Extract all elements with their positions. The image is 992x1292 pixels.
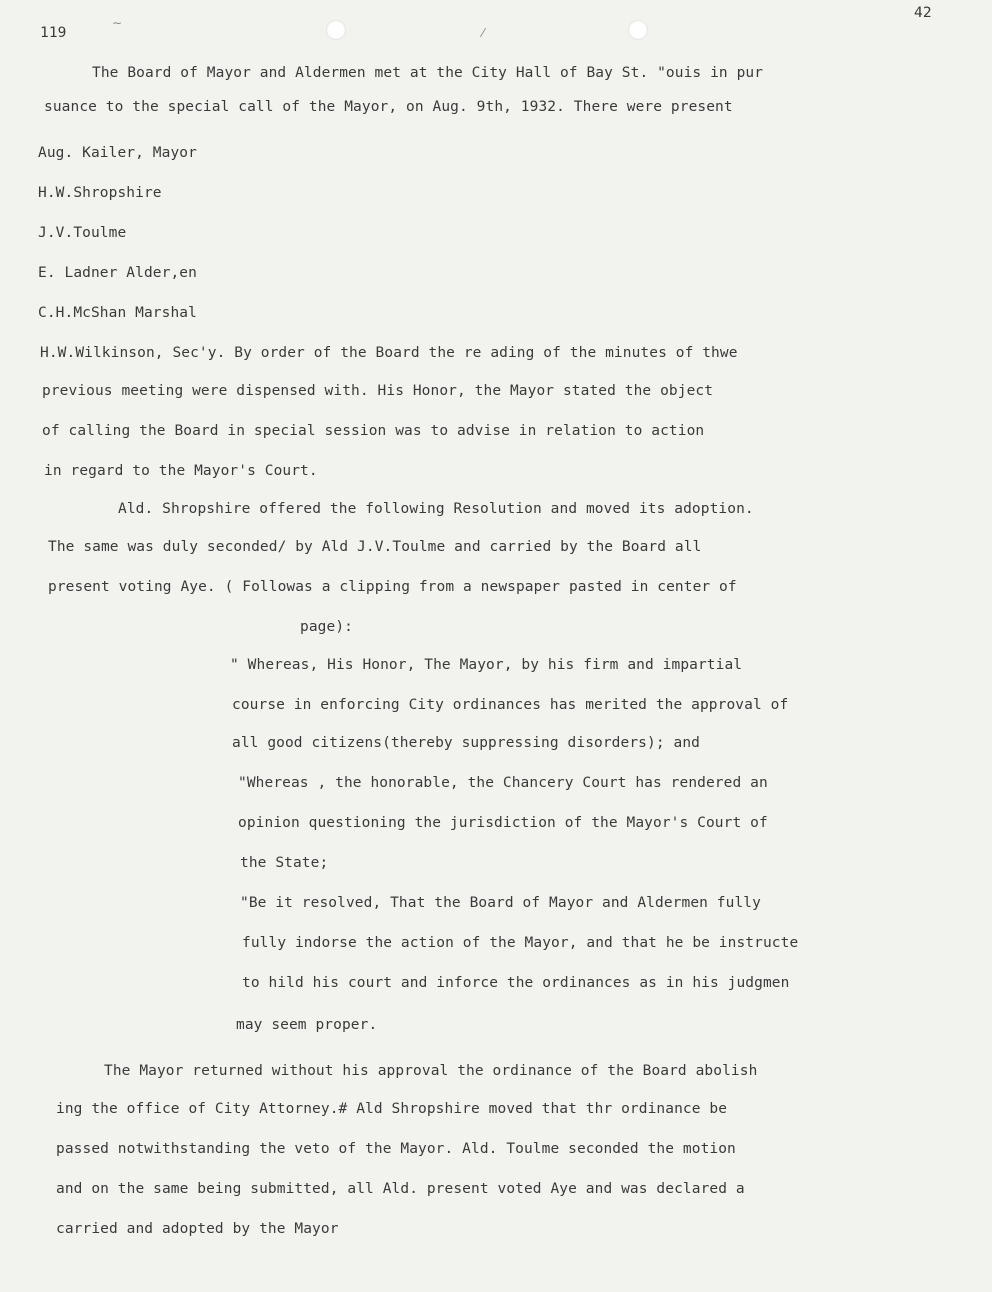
text-line: The Board of Mayor and Aldermen met at the City Hall of Bay St. "ouis in pur [92,65,764,81]
text-line: The same was duly seconded/ by Ald J.V.Toulme and carried by the Board all [48,539,702,555]
text-line: in regard to the Mayor's Court. [44,463,318,479]
text-line: C.H.McShan Marshal [38,305,197,321]
text-line: course in enforcing City ordinances has merited the approval of [232,697,789,713]
text-line: "Be it resolved, That the Board of Mayor and Aldermen fully [240,895,761,911]
stray-mark: ∼ [112,16,123,30]
text-line: carried and adopted by the Mayor [56,1221,339,1237]
punch-hole-right [628,20,648,40]
text-line: H.W.Shropshire [38,185,162,201]
text-line: " Whereas, His Honor, The Mayor, by his firm and impartial [230,657,743,673]
text-line: and on the same being submitted, all Ald. present voted Aye and was declared a [56,1181,745,1197]
text-line: previous meeting were dispensed with. His Honor, the Mayor stated the object [42,383,714,399]
text-line: "Whereas , the honorable, the Chancery Court has rendered an [238,775,768,791]
text-line: ing the office of City Attorney.# Ald Shropshire moved that thr ordinance be [56,1101,728,1117]
text-line: fully indorse the action of the Mayor, and that he be instructe [242,935,799,951]
text-line: H.W.Wilkinson, Sec'y. By order of the Board the re ading of the minutes of thwe [40,345,738,361]
text-line: Aug. Kailer, Mayor [38,145,197,161]
punch-hole-left [326,20,346,40]
text-line: J.V.Toulme [38,225,127,241]
text-line: all good citizens(thereby suppressing disorders); and [232,735,700,751]
text-line: present voting Aye. ( Followas a clipping from a newspaper pasted in center of [48,579,737,595]
text-line: opinion questioning the jurisdiction of the Mayor's Court of [238,815,768,831]
text-line: page): [300,619,353,635]
page-number-left: 119 [40,25,67,41]
text-line: may seem proper. [236,1017,378,1033]
text-line: of calling the Board in special session was to advise in relation to action [42,423,705,439]
text-line: E. Ladner Alder,en [38,265,197,281]
stray-mark: ⁄ [482,26,485,40]
text-line: The Mayor returned without his approval the ordinance of the Board abolish [104,1063,758,1079]
text-line: passed notwithstanding the veto of the Mayor. Ald. Toulme seconded the motion [56,1141,736,1157]
text-line: suance to the special call of the Mayor, on Aug. 9th, 1932. There were present [44,99,733,115]
text-line: to hild his court and inforce the ordinances as in his judgmen [242,975,790,991]
text-line: the State; [240,855,329,871]
page-number-right: 42 [914,5,932,21]
text-line: Ald. Shropshire offered the following Resolution and moved its adoption. [118,501,754,517]
